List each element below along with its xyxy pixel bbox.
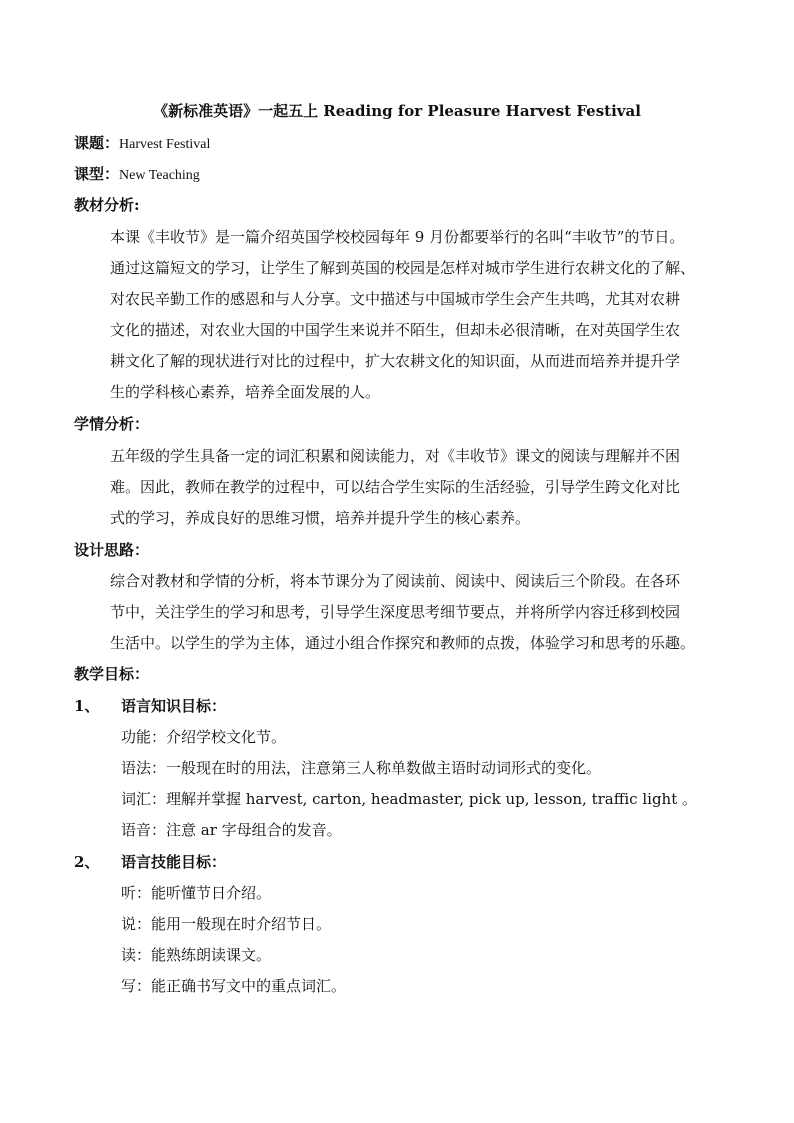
goal-number: 1、 xyxy=(74,697,100,715)
paragraph-line: 生的学科核心素养，培养全面发展的人。 xyxy=(110,383,381,401)
paragraph-line: 五年级的学生具备一定的词汇积累和阅读能力，对《丰收节》课文的阅读与理解并不困 xyxy=(110,447,681,465)
paragraph-line: 本课《丰收节》是一篇介绍英国学校校园每年 9 月份都要举行的名叫“丰收节”的节日。 xyxy=(110,228,685,246)
topic-value: Harvest Festival xyxy=(119,137,211,152)
lesson-type-label: 课型： xyxy=(74,165,120,183)
goal-item: 语法：一般现在时的用法，注意第三人称单数做主语时动词形式的变化。 xyxy=(121,759,602,777)
paragraph-line: 综合对教材和学情的分析，将本节课分为了阅读前、阅读中、阅读后三个阶段。在各环 xyxy=(110,572,681,590)
lesson-type-value: New Teaching xyxy=(119,168,200,183)
goal-item: 词汇：理解并掌握 harvest, carton, headmaster, pick up, lesson, traffic light 。 xyxy=(121,790,698,808)
section-heading-learner-analysis: 学情分析： xyxy=(74,415,150,433)
section-heading-design-idea: 设计思路： xyxy=(74,541,150,559)
section-heading-teaching-goals: 教学目标： xyxy=(74,665,150,683)
goal-item: 语音：注意 ar 字母组合的发音。 xyxy=(121,821,342,839)
goal-title-language-skills: 语言技能目标： xyxy=(121,853,227,871)
goal-item: 写：能正确书写文中的重点词汇。 xyxy=(121,977,347,995)
goal-item: 功能：介绍学校文化节。 xyxy=(121,728,287,746)
paragraph-line: 生活中。以学生的学为主体，通过小组合作探究和教师的点拨，体验学习和思考的乐趣。 xyxy=(110,634,696,652)
goal-number: 2、 xyxy=(74,853,100,871)
section-heading-textbook-analysis: 教材分析: xyxy=(74,196,140,214)
paragraph-line: 对农民辛勤工作的感恩和与人分享。文中描述与中国城市学生会产生共鸣，尤其对农耕 xyxy=(110,290,681,308)
document-title: 《新标准英语》一起五上 Reading for Pleasure Harvest Festival xyxy=(153,102,641,120)
paragraph-line: 通过这篇短文的学习，让学生了解到英国的校园是怎样对城市学生进行农耕文化的了解、 xyxy=(110,259,696,277)
lesson-type-row xyxy=(74,164,200,186)
topic-label: 课题： xyxy=(74,134,120,152)
goal-item: 听：能听懂节日介绍。 xyxy=(121,884,272,902)
paragraph-line: 式的学习，养成良好的思维习惯，培养并提升学生的核心素养。 xyxy=(110,509,531,527)
goal-title-language-knowledge: 语言知识目标： xyxy=(121,697,227,715)
paragraph-line: 难。因此，教师在教学的过程中，可以结合学生实际的生活经验，引导学生跨文化对比 xyxy=(110,478,681,496)
goal-item: 说：能用一般现在时介绍节日。 xyxy=(121,915,332,933)
paragraph-line: 耕文化了解的现状进行对比的过程中，扩大农耕文化的知识面，从而进而培养并提升学 xyxy=(110,352,681,370)
paragraph-line: 节中，关注学生的学习和思考，引导学生深度思考细节要点，并将所学内容迁移到校园 xyxy=(110,603,681,621)
topic-row xyxy=(74,133,210,155)
goal-item: 读：能熟练朗读课文。 xyxy=(121,946,272,964)
paragraph-line: 文化的描述，对农业大国的中国学生来说并不陌生，但却未必很清晰，在对英国学生农 xyxy=(110,321,681,339)
